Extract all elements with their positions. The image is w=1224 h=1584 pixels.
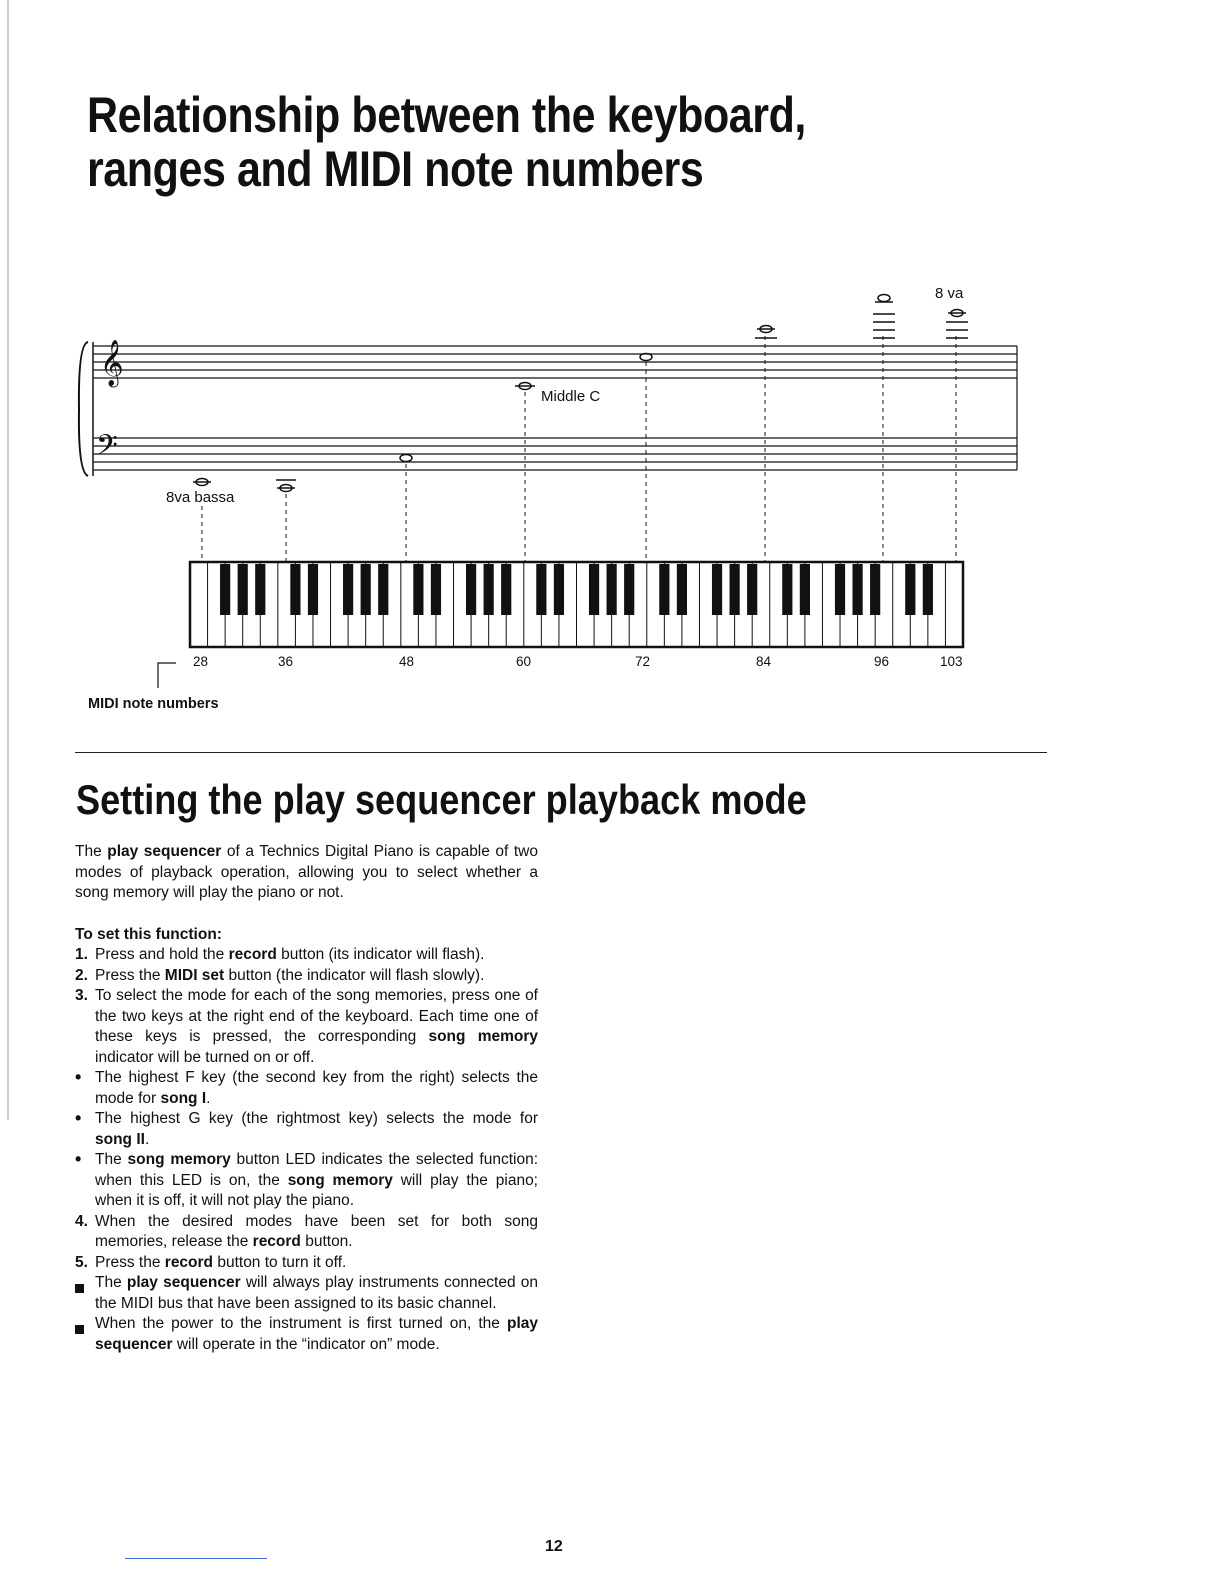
midi-caption: MIDI note numbers <box>88 696 219 712</box>
black-key <box>589 564 599 615</box>
page-number: 12 <box>545 1538 563 1555</box>
black-key <box>677 564 687 615</box>
black-key <box>554 564 564 615</box>
black-key <box>607 564 617 615</box>
note-84 <box>755 326 777 339</box>
midi-number: 84 <box>756 654 772 669</box>
black-key <box>413 564 423 615</box>
black-key <box>238 564 248 615</box>
bullet-2: • The highest G key (the rightmost key) selects the mode for song II. <box>75 1108 538 1148</box>
midi-number: 28 <box>193 654 209 669</box>
black-key <box>484 564 494 615</box>
square-bullet-icon <box>75 1279 84 1300</box>
black-key <box>378 564 388 615</box>
black-key <box>852 564 862 615</box>
black-key <box>343 564 353 615</box>
note-96 <box>873 295 895 339</box>
black-key <box>712 564 722 615</box>
square-bullet-icon <box>75 1320 84 1341</box>
midi-number-labels <box>193 654 963 669</box>
black-key <box>361 564 371 615</box>
black-key <box>782 564 792 615</box>
bullet-1: • The highest F key (the second key from the right) selects the mode for song I. <box>75 1067 538 1107</box>
black-key <box>220 564 230 615</box>
black-key <box>730 564 740 615</box>
step-1: 1. Press and hold the record button (its indicator will flash). <box>75 946 485 963</box>
label-middle-c: Middle C <box>541 388 601 405</box>
treble-staff <box>93 346 1017 378</box>
black-key <box>624 564 634 615</box>
treble-clef-icon: 𝄞 <box>100 341 124 385</box>
section-divider <box>75 752 1047 753</box>
section2-body <box>75 842 538 1355</box>
midi-number: 48 <box>399 654 415 669</box>
black-key <box>659 564 669 615</box>
black-key <box>923 564 933 615</box>
footer-rule <box>125 1558 267 1559</box>
subhead: To set this function: <box>75 925 222 943</box>
note-28 <box>193 479 211 486</box>
keyboard-range-diagram <box>0 270 1224 700</box>
intro-paragraph: The play sequencer of a Technics Digital Piano is capable of two modes of playback operation, allowing you to select whether a song memory will play the piano or not. <box>75 843 538 901</box>
section1-title-line1: Relationship between the keyboard, <box>87 87 806 143</box>
black-key <box>870 564 880 615</box>
section1-title <box>87 88 1087 196</box>
staff-brace <box>79 342 88 476</box>
midi-caption-bracket <box>158 663 176 688</box>
bullet-icon: • <box>75 1108 82 1128</box>
step-5: 5. Press the record button to turn it off. <box>75 1253 347 1271</box>
black-key <box>501 564 511 615</box>
step-3: 3. To select the mode for each of the song memories, press one of the two keys at the right end of the keyboard. Each time one of these keys is pressed, the corresponding song memory indicator will be turned on or off. <box>75 987 539 1066</box>
black-key <box>431 564 441 615</box>
section1-title-line2: ranges and MIDI note numbers <box>87 141 704 197</box>
midi-number: 60 <box>516 654 532 669</box>
black-key <box>308 564 318 615</box>
bullet-icon: • <box>75 1149 82 1169</box>
black-key <box>255 564 265 615</box>
note-60-middle-c <box>515 383 535 390</box>
note-36 <box>276 480 296 492</box>
bullet-icon: • <box>75 1067 82 1087</box>
black-key <box>747 564 757 615</box>
bass-clef-icon: 𝄢 <box>96 430 118 468</box>
note-103 <box>946 310 968 339</box>
black-key <box>800 564 810 615</box>
midi-number: 72 <box>635 654 651 669</box>
bass-staff <box>93 438 1017 470</box>
step-2: 2. Press the MIDI set button (the indicator will flash slowly). <box>75 966 485 984</box>
section2-title: Setting the play sequencer playback mode <box>76 776 807 823</box>
black-key <box>466 564 476 615</box>
label-8va-bassa: 8va bassa <box>166 489 235 506</box>
midi-number: 96 <box>874 654 890 669</box>
label-8va: 8 va <box>935 285 964 302</box>
step-4: 4. When the desired modes have been set for both song memories, release the record button. <box>75 1212 538 1250</box>
bullet-3: • The song memory button LED indicates the selected function: when this LED is on, the song memory will play the piano; when it is off, it will not play the piano. <box>75 1149 539 1209</box>
black-key <box>905 564 915 615</box>
midi-number: 103 <box>940 654 963 669</box>
black-key <box>536 564 546 615</box>
midi-number: 36 <box>278 654 294 669</box>
black-key <box>835 564 845 615</box>
piano-keyboard <box>190 562 963 647</box>
note-1: The play sequencer will always play instruments connected on the MIDI bus that have been assigned to its basic channel. <box>75 1273 538 1314</box>
black-key <box>290 564 300 615</box>
note-48 <box>400 455 412 462</box>
note-2: When the power to the instrument is first turned on, the play sequencer will operate in the “indicator on” mode. <box>75 1314 538 1355</box>
